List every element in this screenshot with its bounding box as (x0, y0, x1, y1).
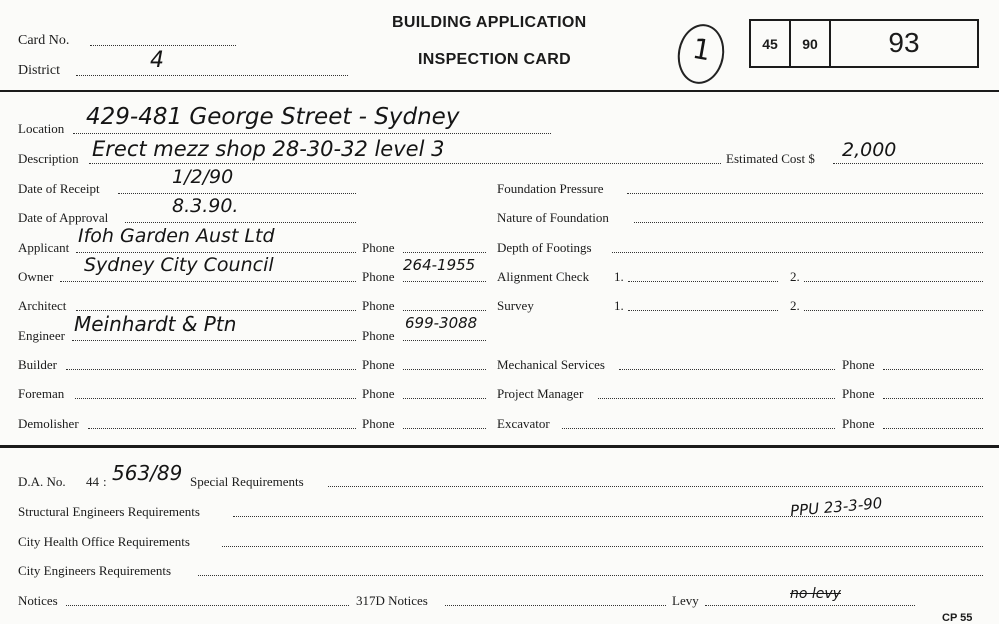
box-c: 93 (888, 27, 920, 58)
box-b: 90 (802, 36, 818, 52)
description-label: Description (18, 151, 79, 166)
estimated-cost-value: 2,000 (842, 139, 897, 161)
applicant-field[interactable] (76, 252, 356, 253)
location-value: 429-481 George Street - Sydney (86, 104, 460, 130)
engineer-phone-field[interactable] (403, 340, 486, 341)
engineer-phone-label: Phone (362, 328, 395, 343)
description-value: Erect mezz shop 28-30-32 level 3 (92, 137, 445, 161)
nature-of-foundation-label: Nature of Foundation (497, 210, 609, 225)
structural-field[interactable] (233, 516, 983, 517)
engineer-phone-value: 699-3088 (405, 314, 478, 332)
depth-of-footings-field[interactable] (612, 252, 983, 253)
mechanical-services-label: Mechanical Services (497, 357, 605, 372)
estimated-cost-label: Estimated Cost $ (726, 151, 815, 166)
demolisher-label: Demolisher (18, 416, 79, 431)
architect-field[interactable] (76, 310, 356, 311)
engineer-field[interactable] (72, 340, 356, 341)
circled-mark-text: 1 (690, 31, 714, 68)
architect-phone-label: Phone (362, 298, 395, 313)
da-value: 563/89 (112, 461, 183, 485)
engineer-label: Engineer (18, 328, 65, 343)
levy-label: Levy (672, 593, 699, 608)
alignment-check-2: 2. (790, 269, 800, 284)
foreman-phone-field[interactable] (403, 398, 486, 399)
notices-label: Notices (18, 593, 58, 608)
mechanical-services-phone-field[interactable] (883, 369, 983, 370)
survey-1: 1. (614, 298, 624, 313)
builder-phone-field[interactable] (403, 369, 486, 370)
location-label: Location (18, 121, 65, 136)
district-field[interactable] (76, 75, 348, 76)
nature-of-foundation-field[interactable] (634, 222, 983, 223)
notices-317d-label: 317D Notices (356, 593, 428, 608)
date-of-approval-label: Date of Approval (18, 210, 109, 225)
mechanical-services-phone-label: Phone (842, 357, 875, 372)
builder-phone-label: Phone (362, 357, 395, 372)
applicant-phone-label: Phone (362, 240, 395, 255)
demolisher-field[interactable] (88, 428, 356, 429)
excavator-phone-field[interactable] (883, 428, 983, 429)
header-divider (0, 90, 999, 92)
builder-field[interactable] (66, 369, 356, 370)
levy-value: no levy (790, 586, 841, 602)
date-of-receipt-field[interactable] (118, 193, 356, 194)
card-no-label: Card No. (18, 33, 70, 48)
demolisher-phone-field[interactable] (403, 428, 486, 429)
alignment-check-1-field[interactable] (628, 281, 778, 282)
engineer-value: Meinhardt & Ptn (74, 312, 237, 336)
structural-label: Structural Engineers Requirements (18, 504, 200, 519)
survey-2-field[interactable] (804, 310, 983, 311)
city-engineers-field[interactable] (198, 575, 983, 576)
alignment-check-1: 1. (614, 269, 624, 284)
foreman-phone-label: Phone (362, 386, 395, 401)
project-manager-field[interactable] (598, 398, 835, 399)
owner-value: Sydney City Council (84, 254, 274, 276)
architect-phone-field[interactable] (403, 310, 486, 311)
box-a: 45 (762, 36, 778, 52)
alignment-check-2-field[interactable] (804, 281, 983, 282)
levy-field[interactable] (705, 605, 915, 606)
district-value: 4 (150, 48, 164, 73)
foundation-pressure-field[interactable] (627, 193, 983, 194)
applicant-value: Ifoh Garden Aust Ltd (78, 225, 275, 247)
applicant-phone-field[interactable] (403, 252, 486, 253)
date-of-receipt-value: 1/2/90 (172, 166, 234, 188)
date-of-approval-field[interactable] (125, 222, 356, 223)
date-of-approval-value: 8.3.90. (172, 195, 239, 217)
survey-2: 2. (790, 298, 800, 313)
excavator-label: Excavator (497, 416, 550, 431)
estimated-cost-field[interactable] (833, 163, 983, 164)
title-line-1: BUILDING APPLICATION (392, 14, 587, 31)
owner-phone-label: Phone (362, 269, 395, 284)
city-engineers-label: City Engineers Requirements (18, 563, 172, 578)
depth-of-footings-label: Depth of Footings (497, 240, 592, 255)
section-divider (0, 445, 999, 448)
circled-mark (673, 20, 729, 87)
architect-label: Architect (18, 298, 67, 313)
foundation-pressure-label: Foundation Pressure (497, 181, 604, 196)
district-label: District (18, 63, 60, 78)
owner-label: Owner (18, 269, 54, 284)
survey-label: Survey (497, 298, 534, 313)
foreman-label: Foreman (18, 386, 65, 401)
mechanical-services-field[interactable] (619, 369, 835, 370)
date-of-receipt-label: Date of Receipt (18, 181, 100, 196)
foreman-field[interactable] (75, 398, 356, 399)
applicant-label: Applicant (18, 240, 70, 255)
alignment-check-label: Alignment Check (497, 269, 590, 284)
title-line-2: INSPECTION CARD (418, 51, 571, 68)
project-manager-label: Project Manager (497, 386, 584, 401)
special-requirements-field[interactable] (328, 486, 983, 487)
owner-phone-field[interactable] (403, 281, 486, 282)
location-field[interactable] (73, 133, 551, 134)
notices-317d-field[interactable] (445, 605, 666, 606)
da-no-label: D.A. No. (18, 474, 66, 489)
builder-label: Builder (18, 357, 57, 372)
excavator-phone-label: Phone (842, 416, 875, 431)
structural-value: PPU 23-3-90 (789, 494, 883, 520)
owner-field[interactable] (60, 281, 356, 282)
survey-1-field[interactable] (628, 310, 778, 311)
special-requirements-label: Special Requirements (190, 474, 304, 489)
city-health-label: City Health Office Requirements (18, 534, 190, 549)
owner-phone-value: 264-1955 (403, 256, 476, 274)
form-code: CP 55 (942, 612, 973, 624)
da-prefix: 44 (86, 474, 99, 489)
project-manager-phone-label: Phone (842, 386, 875, 401)
excavator-field[interactable] (562, 428, 835, 429)
city-health-field[interactable] (222, 546, 983, 547)
da-colon: : (103, 474, 107, 489)
card-no-field[interactable] (90, 45, 236, 46)
notices-field[interactable] (66, 605, 349, 606)
project-manager-phone-field[interactable] (883, 398, 983, 399)
description-field[interactable] (89, 163, 721, 164)
demolisher-phone-label: Phone (362, 416, 395, 431)
